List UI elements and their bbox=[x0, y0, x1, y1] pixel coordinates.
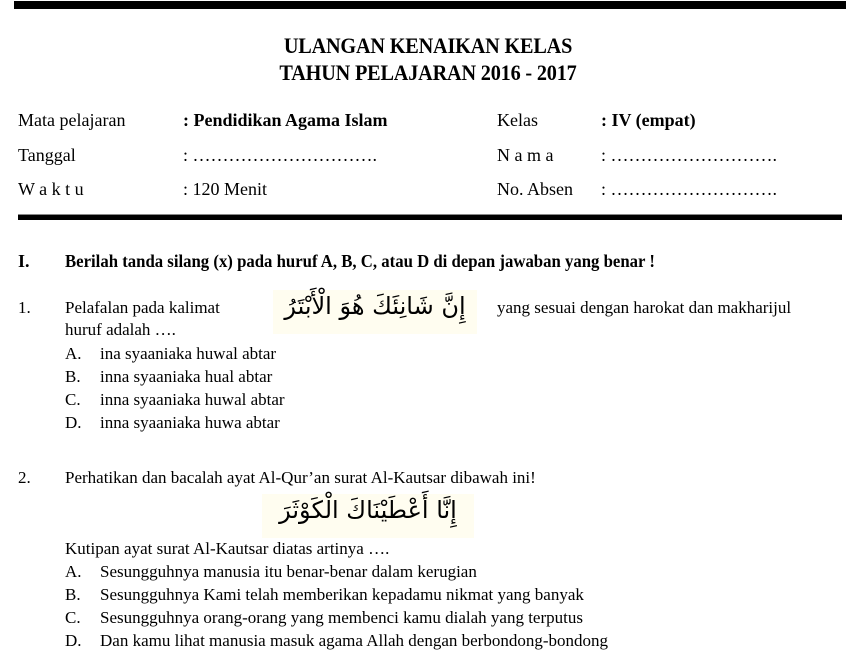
option-text: inna syaaniaka hual abtar bbox=[100, 367, 273, 386]
option-letter: C. bbox=[65, 390, 81, 409]
absen-label: No. Absen bbox=[497, 179, 573, 199]
option-text: inna syaaniaka huwa abtar bbox=[100, 413, 280, 432]
question-text-cont: yang sesuai dengan harokat dan makharijul bbox=[497, 298, 792, 317]
option-letter: B. bbox=[65, 367, 81, 386]
subject-value: : Pendidikan Agama Islam bbox=[183, 110, 388, 130]
name-label: N a m a bbox=[497, 145, 554, 165]
question-number: 1. bbox=[18, 298, 31, 317]
option-text: Sesungguhnya Kami telah memberikan kepadamu nikmat yang banyak bbox=[100, 585, 584, 604]
exam-title: ULANGAN KENAIKAN KELAS bbox=[283, 33, 573, 58]
name-field[interactable]: : ………………………. bbox=[601, 145, 778, 165]
option-text: Sesungguhnya manusia itu benar-benar dalam kerugian bbox=[100, 562, 477, 581]
date-field[interactable]: : …………………………. bbox=[183, 145, 378, 165]
header-divider bbox=[18, 214, 842, 220]
time-value: : 120 Menit bbox=[183, 179, 267, 199]
section-number: I. bbox=[18, 251, 30, 271]
option-text: ina syaaniaka huwal abtar bbox=[100, 344, 277, 363]
subject-label: Mata pelajaran bbox=[18, 110, 126, 130]
option-d[interactable] bbox=[65, 413, 280, 433]
option-a[interactable] bbox=[65, 344, 276, 364]
option-text: inna syaaniaka huwal abtar bbox=[100, 390, 285, 409]
arabic-verse-image: إِنَّ شَانِئَكَ هُوَ الْأَبْتَرُ bbox=[273, 290, 477, 334]
absen-field[interactable]: : ………………………. bbox=[601, 179, 778, 199]
option-letter: A. bbox=[65, 344, 82, 363]
option-letter: A. bbox=[65, 562, 82, 581]
question-text: Perhatikan dan bacalah ayat Al-Qur’an surat Al-Kautsar dibawah ini! bbox=[65, 468, 536, 487]
question-prompt: Kutipan ayat surat Al-Kautsar diatas artinya …. bbox=[65, 539, 390, 558]
option-letter: D. bbox=[65, 413, 82, 432]
date-label: Tanggal bbox=[18, 145, 76, 165]
arabic-verse-image: إِنَّا أَعْطَيْنَاكَ الْكَوْثَرَ bbox=[262, 494, 474, 538]
option-c[interactable] bbox=[65, 608, 583, 628]
class-label: Kelas bbox=[497, 110, 538, 130]
option-a[interactable] bbox=[65, 562, 477, 582]
question-number: 2. bbox=[18, 468, 31, 487]
top-rule bbox=[14, 1, 846, 9]
question-text: Pelafalan pada kalimat bbox=[65, 298, 220, 317]
option-b[interactable] bbox=[65, 585, 584, 605]
class-value: : IV (empat) bbox=[601, 110, 696, 130]
section-instruction: Berilah tanda silang (x) pada huruf A, B, C, atau D di depan jawaban yang benar ! bbox=[65, 251, 655, 271]
time-label: W a k t u bbox=[18, 179, 84, 199]
exam-year: TAHUN PELAJARAN 2016 - 2017 bbox=[279, 60, 577, 85]
option-b[interactable] bbox=[65, 367, 272, 387]
option-letter: D. bbox=[65, 631, 82, 650]
option-text: Dan kamu lihat manusia masuk agama Allah dengan berbondong-bondong bbox=[100, 631, 608, 650]
option-d[interactable] bbox=[65, 631, 608, 651]
option-c[interactable] bbox=[65, 390, 285, 410]
option-text: Sesungguhnya orang-orang yang membenci kamu dialah yang terputus bbox=[100, 608, 583, 627]
option-letter: C. bbox=[65, 608, 81, 627]
option-letter: B. bbox=[65, 585, 81, 604]
question-text-line2: huruf adalah …. bbox=[65, 320, 176, 339]
